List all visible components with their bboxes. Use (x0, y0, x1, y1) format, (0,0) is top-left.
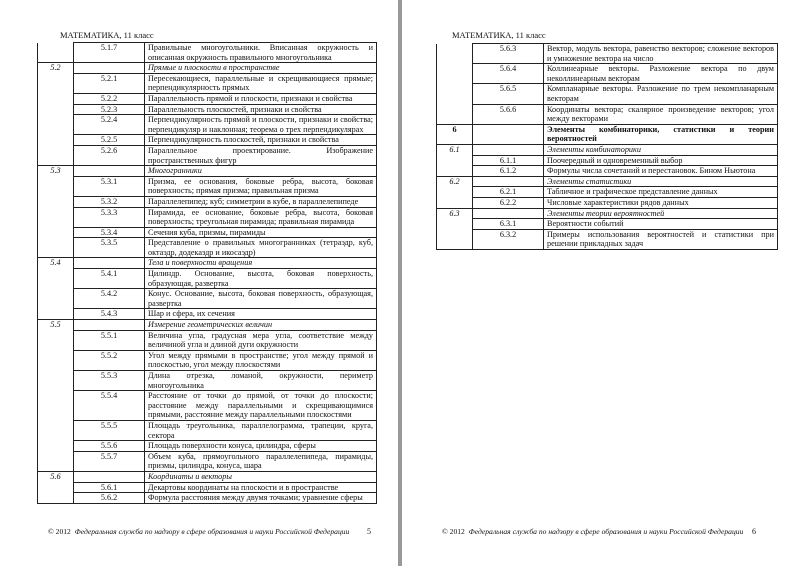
section-number (38, 371, 74, 391)
section-number (38, 43, 74, 63)
chapter-row (437, 124, 778, 144)
item-text: Величина угла, градусная мера угла, соответствие между величиной угла и длиной дуги окружности (145, 330, 377, 350)
section-number: 6.2 (437, 176, 473, 187)
section-number: 5.2 (38, 63, 74, 74)
item-text: Сечения куба, призмы, пирамиды (145, 227, 377, 238)
item-code: 5.1.7 (74, 43, 145, 63)
footer (48, 527, 349, 536)
item-text: Пересекающиеся, параллельные и скрещивающиеся прямые; перпендикулярность прямых (145, 73, 377, 93)
table-row (38, 269, 377, 289)
section-number: 5.5 (38, 320, 74, 331)
item-code (74, 166, 145, 177)
table-row (38, 115, 377, 135)
section-number (437, 84, 473, 104)
section-row (437, 176, 778, 187)
item-code (74, 471, 145, 482)
table-row (38, 309, 377, 320)
item-code: 6.1.1 (473, 155, 544, 166)
item-text: Элементы статистики (544, 176, 778, 187)
item-code (473, 176, 544, 187)
item-text: Формулы числа сочетаний и перестановок. Бином Ньютона (544, 166, 778, 177)
page-number: 5 (367, 527, 371, 536)
running-header: МАТЕМАТИКА, 11 класс (60, 30, 154, 40)
item-text: Цилиндр. Основание, высота, боковая поверхность, образующая, развертка (145, 269, 377, 289)
table-row (38, 441, 377, 452)
table-row (38, 289, 377, 309)
section-number (38, 115, 74, 135)
footer (442, 527, 743, 536)
table-row (437, 104, 778, 124)
item-code (74, 63, 145, 74)
item-code: 5.4.3 (74, 309, 145, 320)
item-text: Декартовы координаты на плоскости и в пространстве (145, 482, 377, 493)
section-number (38, 227, 74, 238)
item-text: Тела и поверхности вращения (145, 258, 377, 269)
section-number (38, 176, 74, 196)
table-row (437, 229, 778, 249)
item-code: 5.5.6 (74, 441, 145, 452)
item-text: Параллельность прямой и плоскости, признаки и свойства (145, 93, 377, 104)
section-number (437, 229, 473, 249)
item-code: 6.2.2 (473, 197, 544, 208)
item-code: 5.4.1 (74, 269, 145, 289)
item-text: Параллельность плоскостей, признаки и свойства (145, 104, 377, 115)
item-code: 5.2.2 (74, 93, 145, 104)
section-number: 5.4 (38, 258, 74, 269)
item-code: 6.3.2 (473, 229, 544, 249)
table-row (437, 197, 778, 208)
item-text: Параллельное проектирование. Изображение пространственных фигур (145, 145, 377, 165)
footer-text: Федеральная служба по надзору в сфере образования и науки Российской Федерации (468, 527, 744, 536)
section-number (38, 73, 74, 93)
section-row (437, 144, 778, 155)
item-text: Координаты вектора; скалярное произведение векторов; угол между векторами (544, 104, 778, 124)
footer-text: Федеральная служба по надзору в сфере образования и науки Российской Федерации (74, 527, 350, 536)
item-text: Площадь поверхности конуса, цилиндра, сферы (145, 441, 377, 452)
item-text: Вероятности событий (544, 219, 778, 230)
section-number (38, 196, 74, 207)
item-code: 6.2.1 (473, 187, 544, 198)
section-number (437, 155, 473, 166)
table-row (437, 187, 778, 198)
item-text: Перпендикулярность прямой и плоскости, признаки и свойства; перпендикуляр и наклонная; теорема о трех перпендикулярах (145, 115, 377, 135)
item-code: 5.2.5 (74, 135, 145, 146)
table-row (38, 451, 377, 471)
section-row (38, 166, 377, 177)
item-text: Элементы теории вероятностей (544, 208, 778, 219)
item-text: Правильные многоугольники. Вписанная окружность и описанная окружность правильного многоугольника (145, 43, 377, 63)
section-row (437, 208, 778, 219)
codifier-table (436, 43, 778, 250)
section-number (437, 197, 473, 208)
section-number (38, 420, 74, 440)
item-code: 5.3.3 (74, 207, 145, 227)
item-text: Элементы комбинаторики (544, 144, 778, 155)
table-row (38, 196, 377, 207)
section-number (437, 104, 473, 124)
item-text: Поочередный и одновременный выбор (544, 155, 778, 166)
section-number (38, 145, 74, 165)
table-row (38, 135, 377, 146)
page-right (402, 0, 800, 566)
table-row (38, 207, 377, 227)
footer-copyright: © 2012 (48, 527, 71, 536)
section-number: 5.3 (38, 166, 74, 177)
item-code: 5.4.2 (74, 289, 145, 309)
table-row (38, 330, 377, 350)
table-row (437, 219, 778, 230)
table-row (38, 482, 377, 493)
section-number (38, 104, 74, 115)
item-text: Многогранники (145, 166, 377, 177)
table-row (38, 43, 377, 63)
section-number: 6.3 (437, 208, 473, 219)
item-code: 5.2.4 (74, 115, 145, 135)
item-code (74, 320, 145, 331)
table-row (38, 227, 377, 238)
item-code: 5.5.2 (74, 350, 145, 370)
section-number (38, 482, 74, 493)
item-text: Шар и сфера, их сечения (145, 309, 377, 320)
table-row (437, 155, 778, 166)
item-text: Коллинеарные векторы. Разложение вектора по двум неколлинеарным векторам (544, 64, 778, 84)
item-code: 5.5.5 (74, 420, 145, 440)
section-number (437, 219, 473, 230)
section-number (38, 93, 74, 104)
table-row (38, 391, 377, 421)
table-row (38, 73, 377, 93)
page-number: 6 (752, 527, 756, 536)
item-code: 5.6.5 (473, 84, 544, 104)
item-text: Призма, ее основания, боковые ребра, высота, боковая поверхность; прямая призма; правильная призма (145, 176, 377, 196)
section-number (38, 330, 74, 350)
section-number (38, 135, 74, 146)
item-code: 5.6.3 (473, 44, 544, 64)
section-number (38, 391, 74, 421)
item-code: 5.3.2 (74, 196, 145, 207)
section-number (38, 269, 74, 289)
item-text: Пирамида, ее основание, боковые ребра, высота, боковая поверхность; треугольная пирамида; правильная пирамида (145, 207, 377, 227)
section-number (437, 64, 473, 84)
table-row (437, 84, 778, 104)
table-row (38, 104, 377, 115)
footer-copyright: © 2012 (442, 527, 465, 536)
item-code: 5.5.4 (74, 391, 145, 421)
item-code: 5.3.1 (74, 176, 145, 196)
item-code: 5.5.1 (74, 330, 145, 350)
item-code: 5.6.2 (74, 493, 145, 504)
section-number (38, 441, 74, 452)
section-row (38, 63, 377, 74)
item-code: 5.3.4 (74, 227, 145, 238)
page-left (0, 0, 398, 566)
item-code: 5.5.7 (74, 451, 145, 471)
item-code: 6.1.2 (473, 166, 544, 177)
item-code: 5.6.1 (74, 482, 145, 493)
item-text: Расстояние от точки до прямой, от точки до плоскости; расстояние между параллельными и скрещивающимися прямыми, расстояние между параллельными плоскостями (145, 391, 377, 421)
section-number (38, 309, 74, 320)
table-row (38, 93, 377, 104)
running-header: МАТЕМАТИКА, 11 класс (452, 30, 546, 40)
section-row (38, 471, 377, 482)
item-text: Представление о правильных многогранниках (тетраэдр, куб, октаэдр, додекаэдр и икосаэдр) (145, 238, 377, 258)
item-text: Числовые характеристики рядов данных (544, 197, 778, 208)
item-text: Площадь треугольника, параллелограмма, трапеции, круга, сектора (145, 420, 377, 440)
item-code (74, 258, 145, 269)
item-text: Примеры использования вероятностей и статистики при решении прикладных задач (544, 229, 778, 249)
item-text: Угол между прямыми в пространстве; угол между прямой и плоскостью, угол между плоскостями (145, 350, 377, 370)
item-text: Элементы комбинаторики, статистики и теории вероятностей (544, 124, 778, 144)
table-row (437, 44, 778, 64)
section-number (437, 187, 473, 198)
item-text: Конус. Основание, высота, боковая поверхность, образующая, развертка (145, 289, 377, 309)
item-text: Компланарные векторы. Разложение по трем некомпланарным векторам (544, 84, 778, 104)
item-text: Перпендикулярность плоскостей, признаки и свойства (145, 135, 377, 146)
item-text: Координаты и векторы (145, 471, 377, 482)
table-row (38, 176, 377, 196)
section-number (38, 451, 74, 471)
section-number (437, 44, 473, 64)
item-code (473, 124, 544, 144)
table-row (437, 64, 778, 84)
table-row (38, 238, 377, 258)
section-number (38, 350, 74, 370)
item-text: Объем куба, прямоугольного параллелепипеда, пирамиды, призмы, цилиндра, конуса, шара (145, 451, 377, 471)
section-number: 5.6 (38, 471, 74, 482)
item-text: Табличное и графическое представление данных (544, 187, 778, 198)
section-number: 6.1 (437, 144, 473, 155)
section-number (38, 289, 74, 309)
item-text: Прямые и плоскости в пространстве (145, 63, 377, 74)
item-code: 5.3.5 (74, 238, 145, 258)
table-row (38, 420, 377, 440)
section-number (437, 166, 473, 177)
item-code: 5.2.6 (74, 145, 145, 165)
table-row (38, 145, 377, 165)
item-code (473, 144, 544, 155)
section-number (38, 493, 74, 504)
section-number (38, 238, 74, 258)
item-code: 6.3.1 (473, 219, 544, 230)
table-row (38, 371, 377, 391)
item-text: Измерение геометрических величин (145, 320, 377, 331)
item-code: 5.6.4 (473, 64, 544, 84)
item-text: Вектор, модуль вектора, равенство векторов; сложение векторов и умножение вектора на число (544, 44, 778, 64)
item-text: Длина отрезка, ломаной, окружности, периметр многоугольника (145, 371, 377, 391)
section-row (38, 320, 377, 331)
item-code: 5.2.3 (74, 104, 145, 115)
table-row (38, 350, 377, 370)
item-code: 5.6.6 (473, 104, 544, 124)
item-code: 5.5.3 (74, 371, 145, 391)
codifier-table (37, 42, 377, 504)
item-code (473, 208, 544, 219)
item-text: Формула расстояния между двумя точками; уравнение сферы (145, 493, 377, 504)
item-text: Параллелепипед; куб; симметрии в кубе, в параллелепипеде (145, 196, 377, 207)
section-number: 6 (437, 124, 473, 144)
table-row (38, 493, 377, 504)
item-code: 5.2.1 (74, 73, 145, 93)
section-number (38, 207, 74, 227)
table-row (437, 166, 778, 177)
section-row (38, 258, 377, 269)
